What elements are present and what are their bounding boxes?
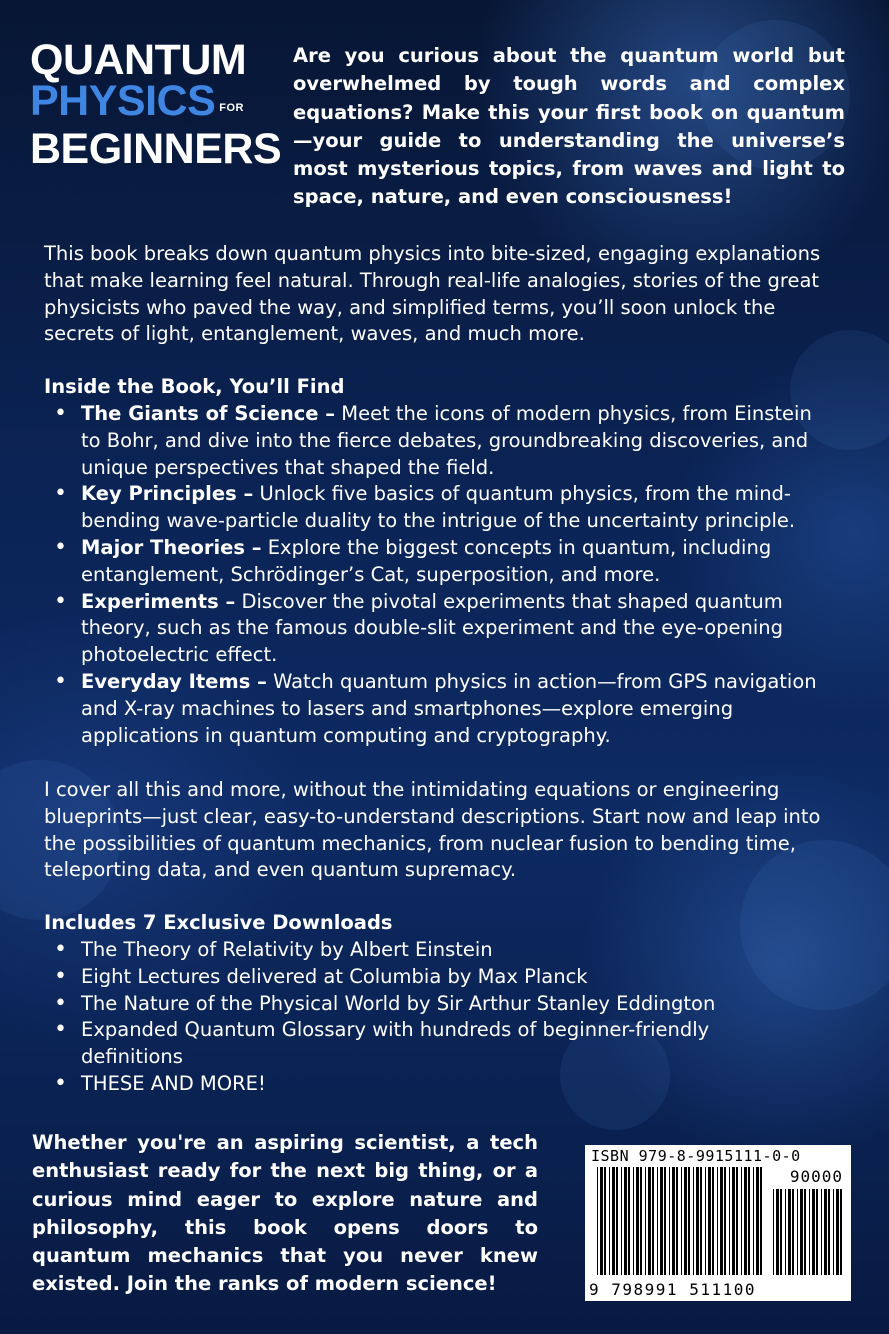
barcode-bar xyxy=(696,1167,699,1275)
item-text: Meet the icons of modern physics, from Einstein to Bohr, and dive into the fierce debates, groundbreaking discoveries, and unique perspectives that shaped the field. xyxy=(81,402,812,479)
item-text: Watch quantum physics in action—from GPS navigation and X-ray machines to lasers and smartphones—explore emerging applications in quantum computing and cryptography. xyxy=(81,669,817,747)
inside-heading: Inside the Book, You’ll Find xyxy=(44,375,345,398)
barcode-bar xyxy=(780,1189,782,1275)
downloads-list xyxy=(44,937,744,1098)
barcode-bar xyxy=(628,1167,630,1275)
barcode-bar xyxy=(785,1189,786,1275)
barcode-bar xyxy=(724,1167,726,1275)
inside-list xyxy=(44,401,834,749)
barcode-bar xyxy=(744,1167,747,1275)
logo-for: FOR xyxy=(219,102,245,114)
barcode-bar xyxy=(809,1189,810,1275)
paragraph-coverage: I cover all this and more, without the intimidating equations or engineering blueprints—just clear, easy-to-understand descriptions. Start now and leap into the possibilities of quantum mechanics, from nuclear fusion to bending time, teleporting data, and even quantum supremacy. xyxy=(44,778,821,882)
barcode-bar xyxy=(840,1189,842,1275)
item-title: Everyday Items – xyxy=(81,669,267,693)
barcode-bar xyxy=(836,1189,839,1275)
barcode-bar xyxy=(788,1189,791,1275)
barcode-bar xyxy=(660,1167,663,1275)
barcode-bar xyxy=(792,1189,794,1275)
barcode-bars xyxy=(597,1167,763,1275)
list-item xyxy=(44,589,834,669)
barcode-bar xyxy=(776,1189,779,1275)
barcode-bar xyxy=(736,1167,738,1275)
isbn-barcode xyxy=(585,1145,851,1301)
intro-text: Are you curious about the quantum world but overwhelmed by tough words and complex equations? Make this your first book on quantum—your guide to understanding the universe’s most mysterious topics, from waves and light to space, nature, and even consciousness! xyxy=(293,44,845,209)
barcode-bar xyxy=(648,1167,651,1275)
barcode-bar xyxy=(616,1167,618,1275)
list-item: • Expanded Quantum Glossary with hundreds of beginner-friendly definitions xyxy=(44,1017,744,1071)
barcode-bar xyxy=(732,1167,735,1275)
list-item: • The Nature of the Physical World by Sir Arthur Stanley Eddington xyxy=(44,991,744,1018)
logo-quantum: QUANTUM xyxy=(30,36,247,84)
barcode-bar xyxy=(621,1167,622,1275)
barcode-bar xyxy=(672,1167,675,1275)
barcode-bar xyxy=(664,1167,666,1275)
barcode-bar xyxy=(688,1167,690,1275)
barcode-bar xyxy=(800,1189,803,1275)
barcode-addon-bars xyxy=(773,1189,843,1275)
barcode-bar xyxy=(636,1167,639,1275)
barcode-bar xyxy=(669,1167,670,1275)
list-item: • THESE AND MORE! xyxy=(44,1071,744,1098)
barcode-bar xyxy=(700,1167,702,1275)
barcode-bar xyxy=(612,1167,615,1275)
barcode-digits: 9 798991 511100 xyxy=(589,1280,756,1299)
item-title: Experiments – xyxy=(81,589,236,613)
barcode-bar xyxy=(597,1167,598,1275)
barcode-bar xyxy=(624,1167,627,1275)
item-title: Major Theories – xyxy=(81,535,262,559)
price-code: 90000 xyxy=(789,1167,843,1186)
barcode-bar xyxy=(741,1167,742,1275)
barcode-bar xyxy=(720,1167,723,1275)
item-text: Discover the pivotal experiments that shaped quantum theory, such as the famous double-slit experiment and the eye-opening photoelectric effect. xyxy=(81,589,784,667)
logo-beginners: BEGINNERS xyxy=(30,125,282,173)
list-item: • Eight Lectures delivered at Columbia by Max Planck xyxy=(44,964,744,991)
list-item xyxy=(44,535,834,589)
barcode-bar xyxy=(681,1167,682,1275)
barcode-bar xyxy=(773,1189,774,1275)
barcode-bar xyxy=(748,1167,750,1275)
barcode-bar xyxy=(609,1167,610,1275)
barcode-bar xyxy=(652,1167,654,1275)
barcode-bar xyxy=(812,1189,815,1275)
barcode-bar xyxy=(705,1167,706,1275)
barcode-bar xyxy=(693,1167,694,1275)
paragraph-overview: This book breaks down quantum physics into bite-sized, engaging explanations that make learning feel natural. Through real-life analogies, stories of the great physicists who paved the way, and simplified terms, you’ll soon unlock the secrets of light, entanglement, waves, and much more. xyxy=(44,242,821,346)
book-logo xyxy=(30,36,282,173)
barcode-bar xyxy=(645,1167,646,1275)
list-item xyxy=(44,669,834,749)
barcode-bar xyxy=(676,1167,678,1275)
item-text: Unlock five basics of quantum physics, from the mind-bending wave-particle duality to the intrigue of the uncertainty principle. xyxy=(81,482,796,533)
barcode-bar xyxy=(604,1167,606,1275)
item-title: Key Principles – xyxy=(81,482,254,506)
barcode-bar xyxy=(633,1167,634,1275)
barcode-bar xyxy=(717,1167,718,1275)
list-item: • The Theory of Relativity by Albert Einstein xyxy=(44,937,744,964)
isbn-label: ISBN 979-8-9915111-0-0 xyxy=(591,1147,801,1165)
barcode-bar xyxy=(756,1167,759,1275)
barcode-bar xyxy=(821,1189,822,1275)
barcode-bar xyxy=(729,1167,730,1275)
logo-physics-line xyxy=(30,77,270,129)
barcode-bar xyxy=(824,1189,827,1275)
barcode-bar xyxy=(712,1167,714,1275)
barcode-bar xyxy=(657,1167,658,1275)
item-text: Explore the biggest concepts in quantum, including entanglement, Schrödinger’s Cat, superposition, and more. xyxy=(81,535,772,586)
barcode-bar xyxy=(760,1167,762,1275)
closing-text: Whether you're an aspiring scientist, a tech enthusiast ready for the next big thing, or a curious mind eager to explore nature and philosophy, this book opens doors to quantum mechanics that you never knew existed. Join the ranks of modern science! xyxy=(32,1131,538,1296)
barcode-bar xyxy=(600,1167,603,1275)
barcode-bar xyxy=(797,1189,798,1275)
downloads-heading: Includes 7 Exclusive Downloads xyxy=(44,911,393,934)
barcode-bar xyxy=(708,1167,711,1275)
barcode-bar xyxy=(816,1189,818,1275)
list-item xyxy=(44,401,834,481)
barcode-bar xyxy=(828,1189,830,1275)
barcode-bar xyxy=(684,1167,687,1275)
logo-physics: PHYSICS xyxy=(30,77,216,125)
barcode-bar xyxy=(753,1167,754,1275)
item-title: The Giants of Science – xyxy=(81,402,336,425)
barcode-bar xyxy=(833,1189,834,1275)
list-item xyxy=(44,481,834,535)
barcode-bar xyxy=(640,1167,642,1275)
barcode-bar xyxy=(804,1189,806,1275)
